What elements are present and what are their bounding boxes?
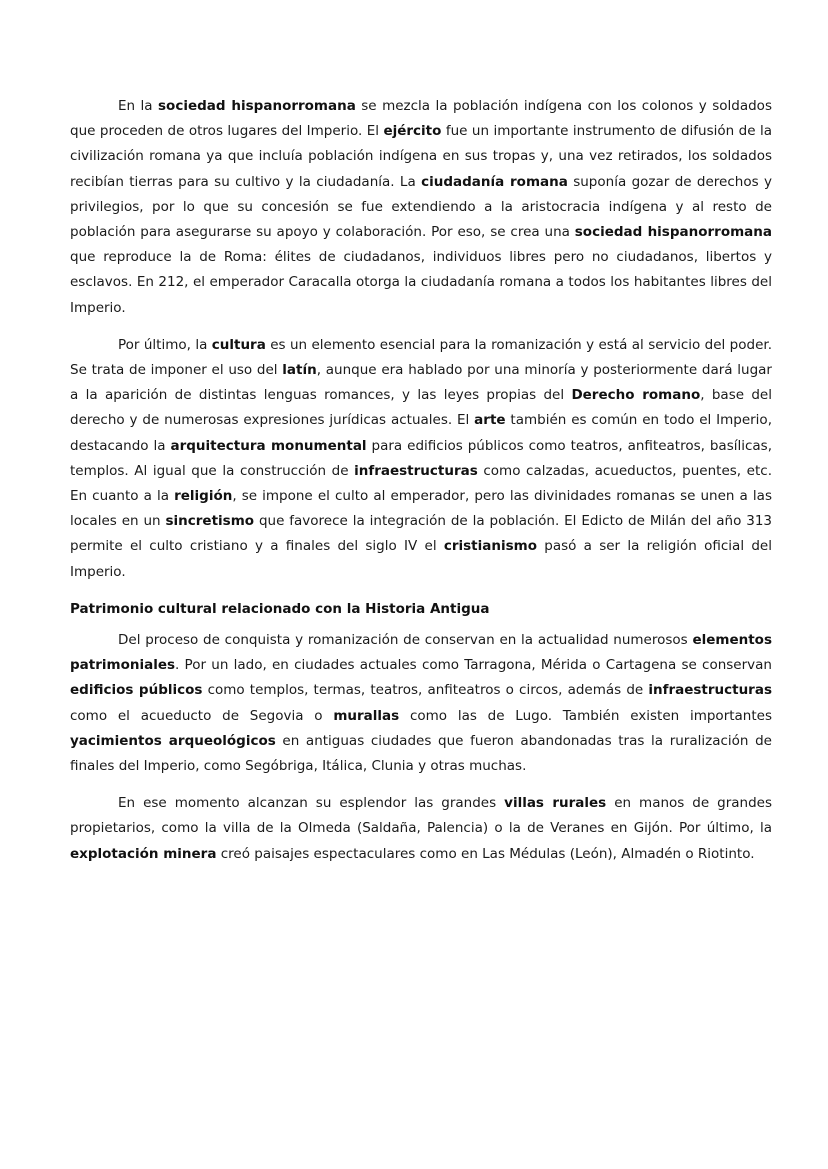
bold-keyword: arquitectura monumental bbox=[170, 437, 367, 454]
bold-keyword: Derecho romano bbox=[571, 387, 701, 404]
text-run: En ese momento alcanzan su esplendor las grandes bbox=[118, 795, 505, 812]
text-run: pasó a ser la religión oficial del Imperio. bbox=[70, 538, 772, 580]
bold-keyword: elementos patrimoniales bbox=[70, 632, 772, 674]
paragraph-sociedad bbox=[70, 94, 772, 321]
bold-keyword: explotación minera bbox=[70, 845, 217, 862]
bold-keyword: yacimientos arqueológicos bbox=[70, 732, 276, 749]
bold-keyword: sincretismo bbox=[165, 513, 255, 530]
text-run: en manos de grandes propietarios, como la villa de la Olmeda (Saldaña, Palencia) o la de Veranes en Gijón. Por último, la bbox=[70, 795, 772, 837]
bold-keyword: arte bbox=[474, 412, 506, 429]
text-run: Por último, la bbox=[118, 336, 212, 353]
bold-keyword: sociedad hispanorromana bbox=[574, 224, 772, 241]
bold-keyword: edificios públicos bbox=[70, 682, 203, 699]
text-run: Del proceso de conquista y romanización de conservan en la actualidad numerosos bbox=[118, 632, 693, 649]
bold-keyword: villas rurales bbox=[504, 795, 607, 812]
document-page bbox=[70, 94, 772, 879]
text-run: que favorece la integración de la población. El Edicto de Milán del año 313 permite el culto cristiano y a finales del siglo IV el bbox=[70, 513, 772, 555]
text-run: fue un importante instrumento de difusión de la civilización romana ya que incluía población indígena en sus tropas y, una vez retirados, los soldados recibían tierras para su cultivo y la ciudadanía. La bbox=[70, 123, 772, 190]
bold-keyword: cristianismo bbox=[443, 538, 537, 555]
bold-keyword: ciudadanía romana bbox=[421, 173, 568, 190]
text-run: en antiguas ciudades que fueron abandonadas tras la ruralización de finales del Imperio, como Segóbriga, Itálica, Clunia y otras muchas. bbox=[70, 732, 772, 775]
bold-keyword: infraestructuras bbox=[354, 462, 478, 479]
bold-keyword: latín bbox=[282, 362, 317, 379]
text-run: , se impone el culto al emperador, pero las divinidades romanas se unen a las locales en un bbox=[70, 488, 772, 530]
text-run: que reproduce la de Roma: élites de ciudadanos, individuos libres pero no ciudadanos, libertos y esclavos. En 212, el emperador Caracalla otorga la ciudadanía romana a todos los habitantes libres del Imperio. bbox=[70, 249, 772, 316]
text-run: es un elemento esencial para la romanización y está al servicio del poder. Se trata de imponer el uso del bbox=[70, 336, 772, 379]
bold-keyword: infraestructuras bbox=[648, 682, 772, 699]
bold-keyword: cultura bbox=[211, 336, 266, 353]
paragraph-patrimonio bbox=[70, 628, 772, 779]
bold-keyword: sociedad hispanorromana bbox=[158, 98, 356, 114]
text-run: suponía gozar de derechos y privilegios, por lo que su concesión se fue extendiendo a la aristocracia indígena y al resto de población para asegurarse su apoyo y colaboración. Por eso, se crea una bbox=[70, 173, 772, 241]
text-run: como el acueducto de Segovia o bbox=[70, 707, 334, 724]
paragraph-villas bbox=[70, 791, 772, 867]
text-run: , aunque era hablado por una minoría y posteriormente dará lugar a la aparición de distintas lenguas romances, y las leyes propias del bbox=[70, 362, 772, 404]
bold-keyword: religión bbox=[174, 488, 233, 505]
text-run: como las de Lugo. También existen importantes bbox=[399, 707, 772, 724]
text-run: creó paisajes espectaculares como en Las Médulas (León), Almadén o Riotinto. bbox=[216, 845, 755, 862]
text-run: como calzadas, acueductos, puentes, etc. En cuanto a la bbox=[70, 462, 772, 505]
text-run: como templos, termas, teatros, anfiteatros o circos, además de bbox=[202, 682, 649, 699]
bold-keyword: ejército bbox=[383, 123, 442, 140]
text-run: se mezcla la población indígena con los colonos y soldados que proceden de otros lugares del Imperio. El bbox=[70, 98, 772, 140]
text-run: también es común en todo el Imperio, destacando la bbox=[70, 412, 772, 454]
bold-keyword: murallas bbox=[333, 707, 400, 724]
text-run: para edificios públicos como teatros, anfiteatros, basílicas, templos. Al igual que la construcción de bbox=[70, 437, 773, 479]
text-run: En la bbox=[118, 98, 159, 114]
section-heading-patrimonio: Patrimonio cultural relacionado con la Historia Antigua bbox=[70, 600, 490, 617]
text-run: , base del derecho y de numerosas expresiones jurídicas actuales. El bbox=[70, 387, 772, 429]
paragraph-cultura bbox=[70, 333, 772, 585]
text-run: . Por un lado, en ciudades actuales como Tarragona, Mérida o Cartagena se conservan bbox=[175, 657, 772, 674]
